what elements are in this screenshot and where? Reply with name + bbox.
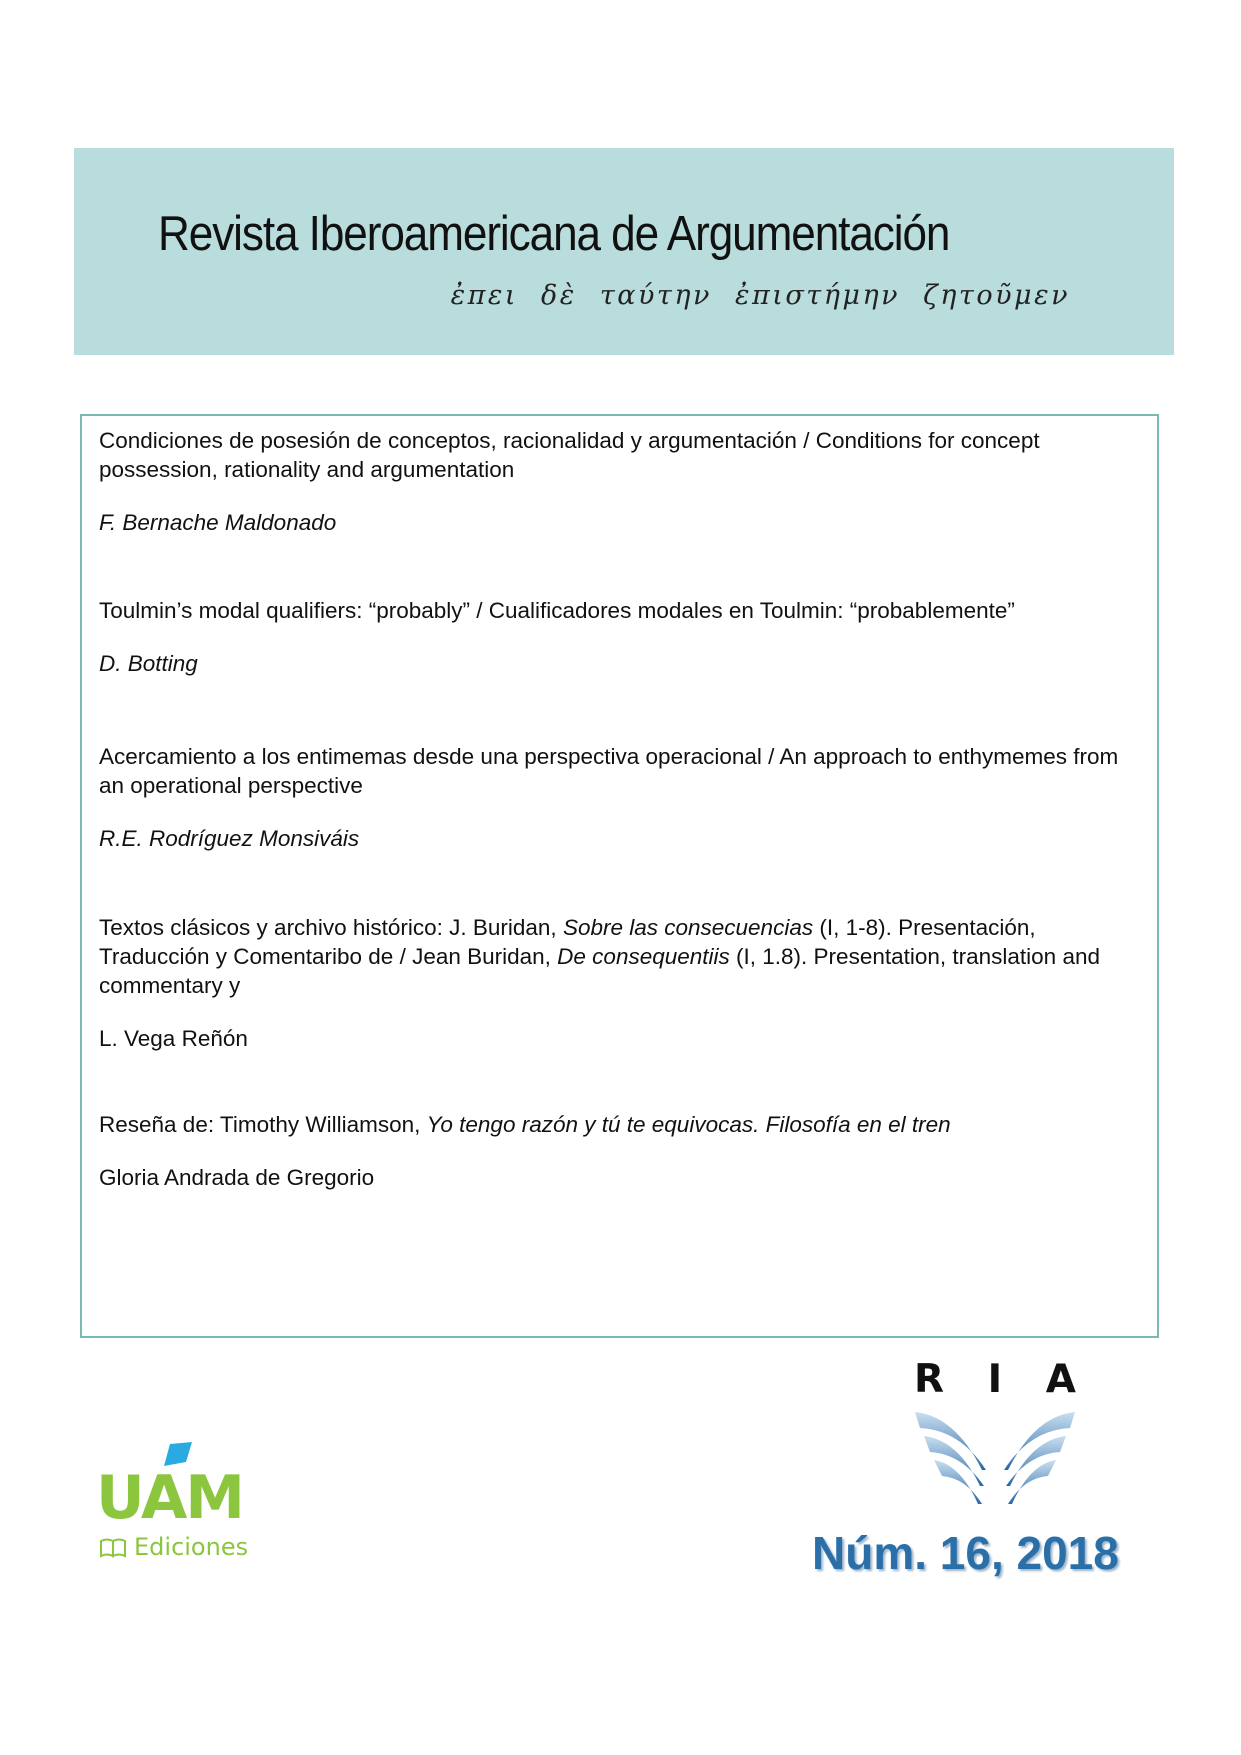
- title-text: Textos clásicos y archivo histórico: J. Buridan,: [99, 915, 563, 940]
- ria-letter: R: [914, 1357, 945, 1402]
- open-book-wings-icon: [910, 1408, 1080, 1518]
- title-work-italic: Yo tengo razón y tú te equivocas. Filosofía en el tren: [426, 1112, 951, 1137]
- title-work-italic: De consequentiis: [557, 944, 730, 969]
- uam-ediciones-logo: [96, 1440, 276, 1570]
- ria-logo: [910, 1357, 1080, 1520]
- open-book-icon: [98, 1536, 130, 1560]
- article-title[interactable]: Condiciones de posesión de conceptos, racionalidad y argumentación / Conditions for concept possession, rationality and argumentation: [99, 428, 1040, 482]
- article-author: F. Bernache Maldonado: [99, 510, 337, 535]
- issue-number: Núm. 16, 2018: [812, 1527, 1119, 1579]
- article-title[interactable]: [99, 913, 1144, 1000]
- table-of-contents: [80, 414, 1159, 1338]
- title-work-italic: Sobre las consecuencias: [562, 915, 814, 940]
- journal-header: [74, 148, 1174, 355]
- article-1[interactable]: [99, 426, 1144, 537]
- article-4[interactable]: [99, 913, 1144, 1053]
- article-author: Gloria Andrada de Gregorio: [99, 1165, 375, 1190]
- ria-letter: I: [987, 1357, 1003, 1402]
- ria-letter: A: [1045, 1357, 1076, 1402]
- journal-title: Revista Iberoamericana de Argumentación: [158, 207, 950, 261]
- ria-letters: [910, 1357, 1080, 1402]
- uam-sub-label: Ediciones: [134, 1533, 249, 1561]
- journal-motto: ἐπει δὲ ταύτην ἐπιστήμην ζητοῦμεν: [450, 280, 1070, 311]
- article-title[interactable]: [99, 1110, 1144, 1139]
- title-text: (I, 1.8). Presentation, translation and commentary y: [99, 944, 1100, 998]
- uam-wordmark: UAM: [96, 1463, 244, 1533]
- article-author: L. Vega Reñón: [99, 1026, 248, 1051]
- article-author: R.E. Rodríguez Monsiváis: [99, 826, 360, 851]
- article-title[interactable]: Toulmin’s modal qualifiers: “probably” / Cualificadores modales en Toulmin: “probablemente”: [99, 598, 1015, 623]
- article-title[interactable]: Acercamiento a los entimemas desde una perspectiva operacional / An approach to enthymemes from an operational perspective: [99, 744, 1119, 798]
- article-author: D. Botting: [99, 651, 198, 676]
- article-5[interactable]: [99, 1110, 1144, 1192]
- article-2[interactable]: [99, 596, 1144, 678]
- article-3[interactable]: [99, 742, 1144, 853]
- title-text: Reseña de: Timothy Williamson,: [99, 1112, 427, 1137]
- title-text: (I, 1-8). Presentación, Traducción y Comentaribo de / Jean Buridan,: [99, 915, 1036, 969]
